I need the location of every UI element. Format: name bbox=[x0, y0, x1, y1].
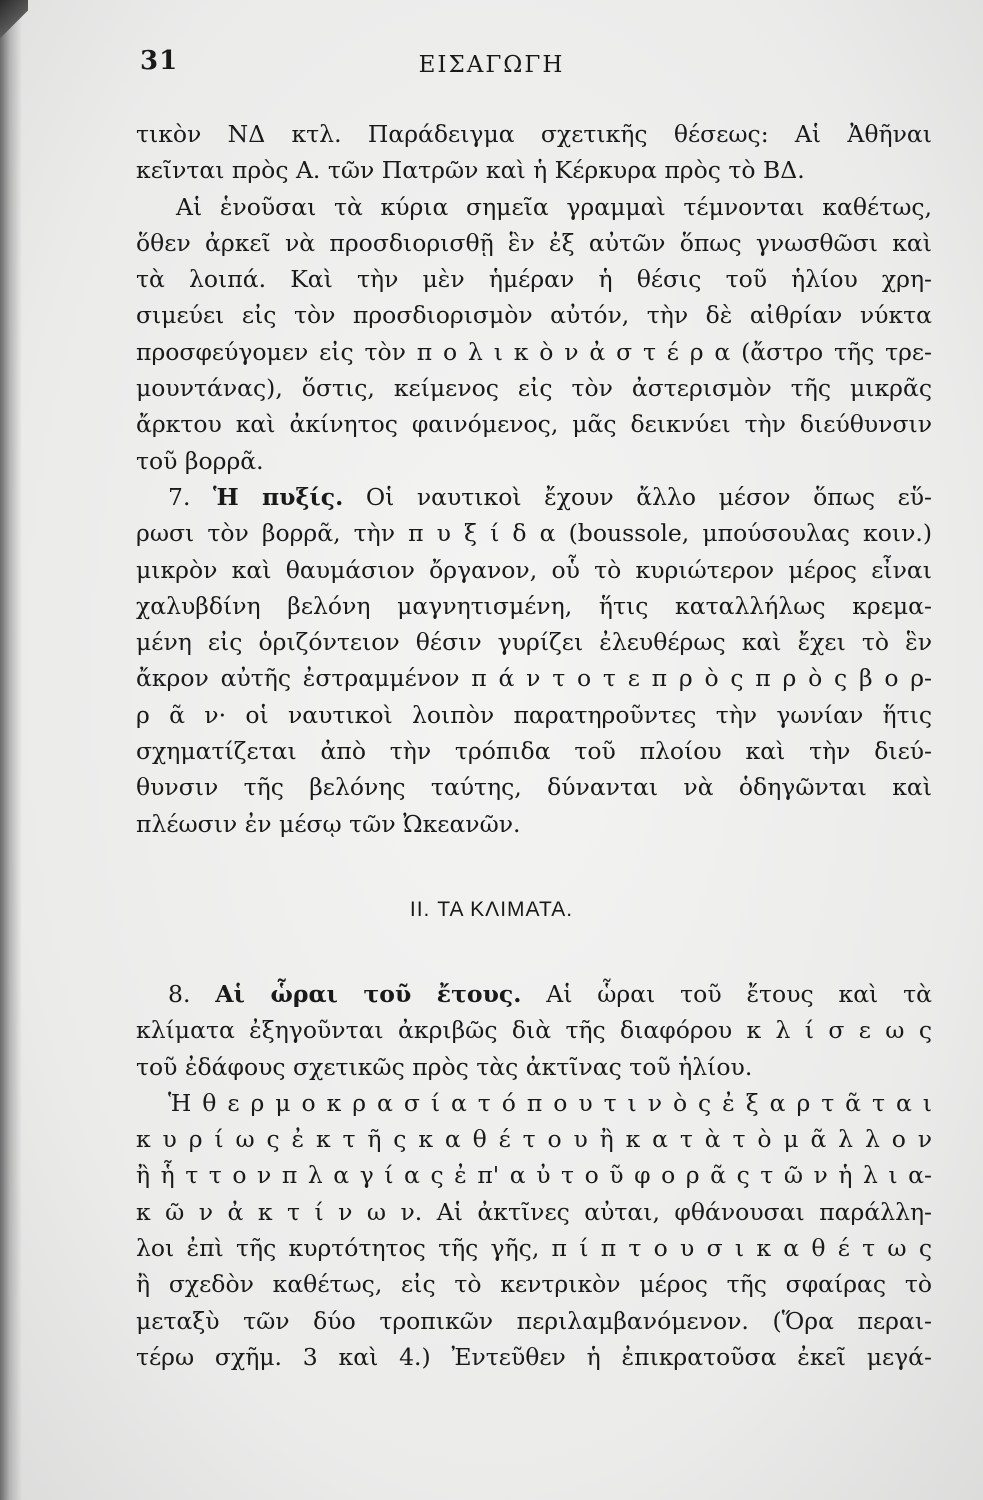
binding-shadow bbox=[0, 0, 22, 1500]
text-line: Αἱ ἑνοῦσαι τὰ κύρια σημεῖα γραμμαὶ τέμνονται καθέτως, bbox=[176, 192, 932, 221]
text-line: σιμεύει εἰς τὸν προσδιορισμὸν αὐτόν, τὴν δὲ αἰθρίαν νύκτα bbox=[136, 301, 932, 330]
text-line: τοῦ ἐδάφους σχετικῶς πρὸς τὰς ἀκτῖνας τοῦ ἡλίου. bbox=[136, 1052, 753, 1081]
text-line: τὰ λοιπά. Καὶ τὴν μὲν ἡμέραν ἡ θέσις τοῦ ἡλίου χρη- bbox=[136, 265, 932, 294]
section-7-first-line bbox=[136, 479, 932, 515]
text-line: κεῖνται πρὸς Α. τῶν Πατρῶν καὶ ἡ Κέρκυρα πρὸς τὸ ΒΔ. bbox=[136, 156, 805, 185]
paragraph-compass bbox=[136, 479, 932, 842]
page-number: 31 bbox=[140, 46, 179, 76]
section-number: 7. bbox=[168, 483, 191, 511]
text-line: κλίματα ἐξηγοῦνται ἀκριβῶς διὰ τῆς διαφόρου κ λ ί σ ε ω ς bbox=[136, 1016, 932, 1045]
corner-mark bbox=[0, 0, 28, 48]
text-line: χαλυβδίνη βελόνη μαγνητισμένη, ἥτις καταλλήλως κρεμα- bbox=[136, 591, 932, 620]
text-line: ἢ σχεδὸν καθέτως, εἰς τὸ κεντρικὸν μέρος τῆς σφαίρας τὸ bbox=[136, 1270, 932, 1299]
section-title: Ἡ πυξίς. bbox=[212, 483, 344, 511]
section-8-first-line bbox=[136, 976, 932, 1012]
paragraph-seasons bbox=[136, 976, 932, 1375]
text-line: σχηματίζεται ἀπὸ τὴν τρόπιδα τοῦ πλοίου καὶ τὴν διεύ- bbox=[136, 737, 932, 766]
text-line: θυνσιν τῆς βελόνης ταύτης, δύνανται νὰ ὁδηγῶνται καὶ bbox=[136, 773, 932, 802]
running-title: ΕΙΣΑΓΩΓΗ bbox=[418, 52, 565, 78]
text-line: ἄρκτου καὶ ἀκίνητος φαινόμενος, μᾶς δεικνύει τὴν διεύθυνσιν bbox=[136, 410, 932, 439]
text-line: ὅθεν ἀρκεῖ νὰ προσδιορισθῇ ἓν ἐξ αὐτῶν ὅπως γνωσθῶσι καὶ bbox=[136, 228, 932, 257]
text-line: τοῦ βορρᾶ. bbox=[136, 446, 264, 475]
text-line: προσφεύγομεν εἰς τὸν π ο λ ι κ ὸ ν ἀ σ τ έ ρ α (ἄστρο τῆς τρε- bbox=[136, 337, 932, 366]
paragraph-orientation bbox=[136, 116, 932, 479]
text-line: μεταξὺ τῶν δύο τροπικῶν περιλαμβανόμενον. (Ὅρα περαι- bbox=[136, 1306, 932, 1335]
text-line: πλέωσιν ἐν μέσῳ τῶν Ὠκεανῶν. bbox=[136, 809, 521, 838]
section-number: 8. bbox=[168, 980, 191, 1008]
section-heading: II. ΤΑ ΚΛΙΜΑΤΑ. bbox=[409, 898, 574, 921]
text-line: ἄκρον αὐτῆς ἐστραμμένον π ά ν τ ο τ ε π ρ ὸ ς π ρ ὸ ς β ο ρ- bbox=[136, 664, 932, 693]
text-span: Αἱ ὧραι τοῦ ἔτους καὶ τὰ bbox=[546, 980, 932, 1008]
text-line: λοι ἐπὶ τῆς κυρτότητος τῆς γῆς, π ί π τ ο υ σ ι κ α θ έ τ ω ς bbox=[136, 1234, 932, 1263]
text-line: ἢ ἧ τ τ ο ν π λ α γ ί α ς ἐ π' α ὐ τ ο ῦ φ ο ρ ᾶ ς τ ῶ ν ἡ λ ι α- bbox=[136, 1161, 932, 1190]
text-line: κ υ ρ ί ω ς ἐ κ τ ῆ ς κ α θ έ τ ο υ ἢ κ α τ ὰ τ ὸ μ ᾶ λ λ ο ν bbox=[136, 1125, 932, 1154]
text-line: τέρω σχῆμ. 3 καὶ 4.) Ἐντεῦθεν ἡ ἐπικρατοῦσα ἐκεῖ μεγά- bbox=[136, 1342, 932, 1371]
text-line: μικρὸν καὶ θαυμάσιον ὄργανον, οὗ τὸ κυριώτερον μέρος εἶναι bbox=[136, 555, 932, 584]
text-line: τικὸν ΝΔ κτλ. Παράδειγμα σχετικῆς θέσεως: Αἱ Ἀθῆναι bbox=[136, 120, 932, 148]
text-line: ρωσι τὸν βορρᾶ, τὴν π υ ξ ί δ α (boussole, μπούσουλας κοιν.) bbox=[136, 519, 932, 548]
text-span: Οἱ ναυτικοὶ ἔχουν ἄλλο μέσον ὅπως εὕ- bbox=[365, 483, 932, 511]
text-line: μουντάνας), ὅστις, κείμενος εἰς τὸν ἀστερισμὸν τῆς μικρᾶς bbox=[136, 374, 932, 403]
text-line: Ἡ θ ε ρ μ ο κ ρ α σ ί α τ ό π ο υ τ ι ν ὸ ς ἐ ξ α ρ τ ᾶ τ α ι bbox=[168, 1088, 932, 1117]
text-line: ρ ᾶ ν· οἱ ναυτικοὶ λοιπὸν παρατηροῦντες τὴν γωνίαν ἥτις bbox=[136, 700, 932, 729]
section-title: Αἱ ὧραι τοῦ ἔτους. bbox=[215, 980, 522, 1008]
text-line: κ ῶ ν ἀ κ τ ί ν ω ν. Αἱ ἀκτῖνες αὐται, φθάνουσαι παράλλη- bbox=[136, 1197, 932, 1226]
text-line: μένη εἰς ὁριζόντειον θέσιν γυρίζει ἐλευθέρως καὶ ἔχει τὸ ἓν bbox=[136, 628, 932, 657]
